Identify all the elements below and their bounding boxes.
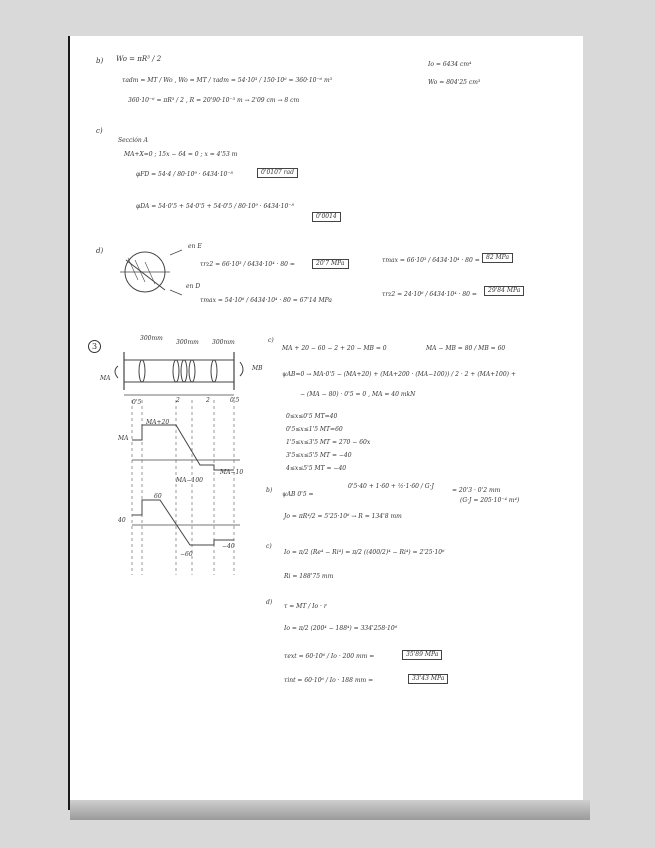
- p3-d-1: τ = MT / Io · r: [284, 603, 327, 610]
- p3-d-3: τext = 60·10⁶ / Io · 200 mm =: [284, 653, 375, 660]
- d-tau-2-result: 82 MPa: [482, 253, 513, 263]
- diag-m40: −40: [222, 543, 235, 550]
- mt-row-2: 0'5≤x≤1'5 MT=60: [286, 426, 343, 433]
- p3-b-label: b): [266, 487, 273, 494]
- p3-b-1d: (G·J = 205·10⁻⁴ m⁴): [460, 497, 520, 504]
- p3-b-1b: 0'5·40 + 1·60 + ½·1·60 / G·J: [348, 483, 434, 490]
- problem-number: 3: [88, 340, 101, 353]
- d-en-e-label: en E: [188, 243, 202, 250]
- c-result-2: 0'0014: [312, 212, 341, 222]
- d-tau-2: τmax = 66·10³ / 6434·10⁴ · 80 =: [382, 257, 480, 264]
- p3-c2-label: c): [266, 543, 272, 550]
- diag-label-3: MA−10: [220, 469, 244, 476]
- p3-eq-1: MA + 20 − 60 − 2 + 20 − MB = 0: [282, 345, 387, 352]
- d-en-d-label: en D: [186, 283, 201, 290]
- d-tau-1: τrz2 = 66·10³ / 6434·10⁴ · 80 =: [200, 261, 295, 268]
- c-line-4: φDA = 54·0'5 + 54·0'5 + 54·0'5 / 80·10⁹ · 6434·10⁻⁸: [136, 203, 294, 210]
- d-tau-1-result: 20'7 MPa: [312, 259, 349, 269]
- p3-b-2: Jo = πR⁴/2 = 5'25·10⁶ → R = 134'8 mm: [284, 513, 402, 520]
- p3-d-3-result: 35'89 MPa: [402, 650, 442, 660]
- shaft-mb-label: MB: [252, 365, 263, 372]
- section-b-label: b): [96, 57, 104, 65]
- diag-40: 40: [118, 517, 126, 524]
- c-line-1: Sección A: [118, 137, 149, 144]
- d-tau-4: τrz2 = 24·10⁶ / 6434·10⁴ · 80 =: [382, 291, 477, 298]
- p3-d-2: Io = π/2 (200⁴ − 188⁴) = 334'258·10⁶: [284, 625, 398, 632]
- p3-eq-1-right: MA − MB = 80 / MB = 60: [426, 345, 506, 352]
- dim-1: 300mm: [140, 335, 163, 342]
- diag-ma-label: MA: [118, 435, 129, 442]
- section-d-label: d): [96, 247, 104, 255]
- b-line-3: 360·10⁻⁶ = πR³ / 2 , R = 20'90·10⁻³ m → 2'09 cm → 8 cm: [128, 97, 300, 104]
- p3-eq-3: − (MA − 80) · 0'5 = 0 , MA = 40 mkN: [300, 391, 416, 398]
- mt-row-4: 3'5≤x≤5'5 MT = −40: [286, 452, 352, 459]
- p3-c-4: Io = π/2 (Re⁴ − Ri⁴) = π/2 ((400/2)⁴ − Ri⁴) = 2'25·10⁶: [284, 549, 445, 556]
- b-right-1: Io = 6434 cm⁴: [428, 61, 472, 68]
- b-right-2: Wo = 804'25 cm³: [428, 79, 481, 86]
- dim-3: 300mm: [212, 339, 235, 346]
- d-tau-3: τmax = 54·10⁶ / 6434·10⁴ · 80 = 67'14 MPa: [200, 297, 332, 304]
- p3-eq-2: ψAB=0 → MA·0'5 − (MA+20) + (MA+200 · (MA−100)) / 2 · 2 + (MA+100) +: [282, 371, 516, 378]
- len-4: 0'5: [230, 397, 240, 404]
- b-line-2: τadm = MT / Wo , Wo = MT / τadm = 54·10³ / 150·10⁶ = 360·10⁻⁶ m³: [122, 77, 333, 84]
- mt-row-5: 4≤x≤5'5 MT = −40: [286, 465, 347, 472]
- diag-60: 60: [154, 493, 162, 500]
- c-line-2: MA+X=0 ; 15x − 64 = 0 ; x = 4'53 m: [124, 151, 238, 158]
- p3-d-label: d): [266, 599, 273, 606]
- p3-d-4-result: 33'43 MPa: [408, 674, 448, 684]
- b-line-1: Wo = πR³ / 2: [116, 55, 162, 63]
- shaft-ma-label: MA: [100, 375, 111, 382]
- c-result-1: 0'0107 rad: [257, 168, 298, 178]
- len-2: 2: [176, 397, 180, 404]
- dim-2: 300mm: [176, 339, 199, 346]
- d-tau-4-result: 29'84 MPa: [484, 286, 524, 296]
- mt-row-1: 0≤x≤0'5 MT=40: [286, 413, 338, 420]
- p3-c-label: c): [268, 337, 274, 344]
- diag-label-1: MA+20: [146, 419, 170, 426]
- p3-b-1c: = 20'3 · 0'2 mm: [452, 487, 501, 494]
- p3-d-4: τint = 60·10⁶ / Io · 188 mm =: [284, 677, 374, 684]
- c-line-3: φFD = 54·4 / 80·10⁹ · 6434·10⁻⁸: [136, 171, 233, 178]
- len-1: 0'5: [132, 399, 142, 406]
- diag-label-2: MA−100: [176, 477, 203, 484]
- mt-row-3: 1'5≤x≤3'5 MT = 270 − 60x: [286, 439, 371, 446]
- section-c-label: c): [96, 127, 103, 135]
- p3-c-5: Ri = 188'75 mm: [284, 573, 334, 580]
- diag-m60: −60: [180, 551, 193, 558]
- p3-b-1a: ψAB 0'5 =: [282, 491, 314, 498]
- len-3: 2: [206, 397, 210, 404]
